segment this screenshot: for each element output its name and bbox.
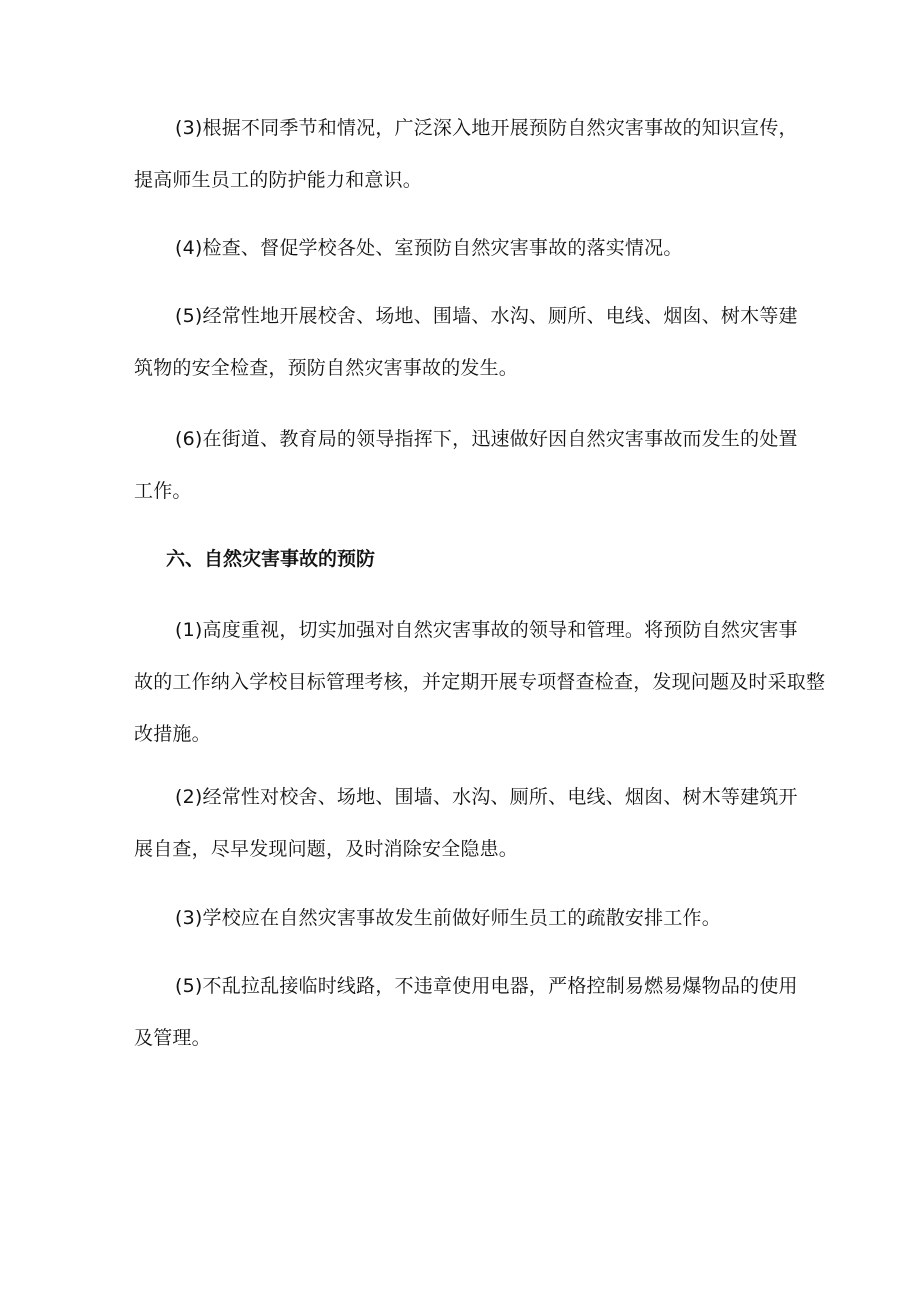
paragraph-line: 工作。 [134,480,192,502]
paragraph-item-5 [134,290,798,394]
paragraph-line: 故的工作纳入学校目标管理考核，并定期开展专项督查检查，发现问题及时采取整 [134,671,826,693]
paragraph-item-1 [134,604,826,760]
section-heading: 六、自然灾害事故的预防 [166,548,376,570]
paragraph-item-3b [134,892,794,944]
paragraph-line: 改措施。 [134,723,211,745]
paragraph-line: (5)经常性地开展校舍、场地、围墙、水沟、厕所、电线、烟囱、树木等建 [175,305,798,327]
paragraph-item-6 [134,413,798,517]
paragraph-item-4 [134,222,794,274]
paragraph-item-5b [134,960,798,1064]
paragraph-line: 提高师生员工的防护能力和意识。 [134,169,423,191]
paragraph-line: (3)学校应在自然灾害事故发生前做好师生员工的疏散安排工作。 [175,907,721,929]
paragraph-item-2 [134,771,798,875]
paragraph-line: 筑物的安全检查，预防自然灾害事故的发生。 [134,357,519,379]
paragraph-line: (3)根据不同季节和情况，广泛深入地开展预防自然灾害事故的知识宣传， [175,117,798,139]
paragraph-line: 及管理。 [134,1027,211,1049]
paragraph-line: (4)检查、督促学校各处、室预防自然灾害事故的落实情况。 [175,237,683,259]
paragraph-line: (5)不乱拉乱接临时线路，不违章使用电器，严格控制易燃易爆物品的使用 [175,975,798,997]
paragraph-item-3 [134,102,798,206]
paragraph-line: 展自查，尽早发现问题，及时消除安全隐患。 [134,838,519,860]
paragraph-line: (2)经常性对校舍、场地、围墙、水沟、厕所、电线、烟囱、树木等建筑开 [175,786,798,808]
paragraph-line: (1)高度重视，切实加强对自然灾害事故的领导和管理。将预防自然灾害事 [175,619,798,641]
paragraph-line: (6)在街道、教育局的领导指挥下，迅速做好因自然灾害事故而发生的处置 [175,428,798,450]
